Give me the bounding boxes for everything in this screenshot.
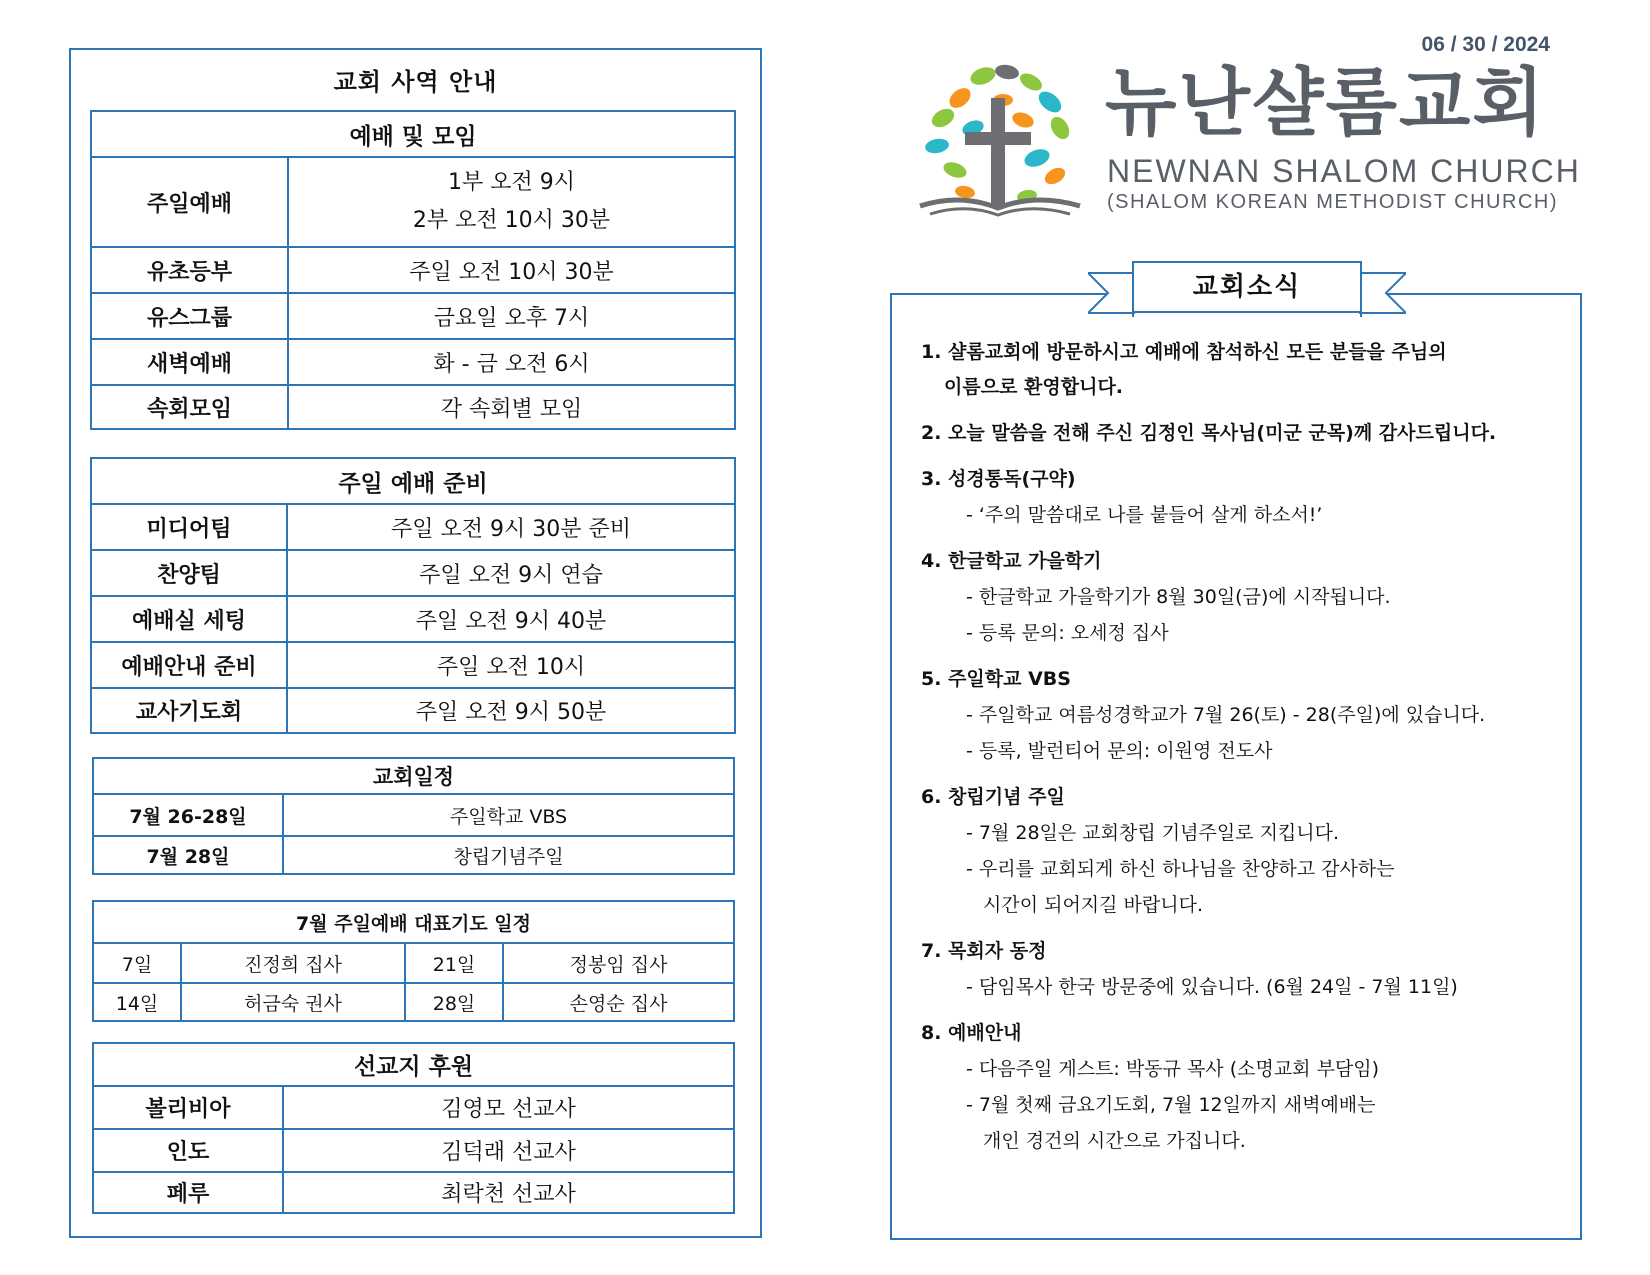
prayer-leader: 진정희 집사	[181, 943, 405, 983]
row-value: 김영모 선교사	[283, 1086, 734, 1129]
row-label: 미디어팀	[91, 504, 287, 550]
table-row	[91, 247, 735, 293]
prayer-table-header: 7월 주일예배 대표기도 일정	[93, 901, 734, 943]
tree-cross-bible-icon	[915, 58, 1085, 218]
news-item-line: 개인 경건의 시간으로 가집니다.	[983, 1130, 1246, 1152]
table-row	[91, 688, 735, 733]
news-item-line: - 등록 문의: 오세정 집사	[966, 622, 1169, 644]
news-item-line: - 주일학교 여름성경학교가 7월 26(토) - 28(주일)에 있습니다.	[966, 704, 1486, 726]
news-item-heading: 4. 한글학교 가을학기	[921, 550, 1102, 572]
row-value: 주일 오전 9시 50분	[287, 688, 735, 733]
row-value: 창립기념주일	[283, 836, 734, 874]
row-label: 7월 28일	[93, 836, 283, 874]
row-label: 7월 26-28일	[93, 794, 283, 836]
news-item	[921, 662, 1571, 769]
table-row	[91, 642, 735, 688]
table-row	[91, 157, 735, 247]
table-row	[93, 943, 734, 983]
news-item	[921, 462, 1571, 533]
row-value: 주일학교 VBS	[283, 794, 734, 836]
worship-table	[90, 110, 736, 430]
prep-table-header: 주일 예배 준비	[91, 458, 735, 504]
row-label: 유초등부	[91, 247, 288, 293]
table-row	[91, 293, 735, 339]
table-row	[91, 504, 735, 550]
row-label: 주일예배	[91, 157, 288, 247]
row-value: 화 - 금 오전 6시	[288, 339, 735, 385]
news-item-heading: 8. 예배안내	[921, 1022, 1022, 1044]
row-label: 인도	[93, 1129, 283, 1172]
prep-table	[90, 457, 736, 734]
prayer-leader: 허금숙 권사	[181, 983, 405, 1021]
schedule-table	[92, 757, 735, 875]
news-list	[921, 335, 1571, 1170]
news-item-heading: 2. 오늘 말씀을 전해 주신 김정인 목사님(미군 군목)께 감사드립니다.	[921, 422, 1497, 444]
table-row	[93, 983, 734, 1021]
mission-table	[92, 1042, 735, 1214]
prayer-leader: 손영순 집사	[503, 983, 734, 1021]
table-row	[93, 1129, 734, 1172]
news-item-heading: 7. 목회자 동정	[921, 940, 1047, 962]
prayer-date: 28일	[405, 983, 503, 1021]
row-value: 주일 오전 9시 30분 준비	[287, 504, 735, 550]
news-item-line: - 등록, 발런티어 문의: 이원영 전도사	[966, 740, 1273, 762]
ministry-title: 교회 사역 안내	[333, 68, 498, 96]
row-label: 예배안내 준비	[91, 642, 287, 688]
church-subtitle: (SHALOM KOREAN METHODIST CHURCH)	[1107, 191, 1558, 213]
row-label: 찬양팀	[91, 550, 287, 596]
news-item-line: 시간이 되어지길 바랍니다.	[983, 894, 1204, 916]
row-label: 유스그룹	[91, 293, 288, 339]
row-value: 최락천 선교사	[283, 1172, 734, 1213]
prayer-date: 21일	[405, 943, 503, 983]
prayer-date: 7일	[93, 943, 181, 983]
mission-table-header: 선교지 후원	[93, 1043, 734, 1086]
news-item-heading: 6. 창립기념 주일	[921, 786, 1065, 808]
row-value: 각 속회별 모임	[288, 385, 735, 429]
news-item	[921, 416, 1571, 451]
news-title: 교회소식	[1192, 272, 1302, 302]
prayer-leader: 정봉임 집사	[503, 943, 734, 983]
row-value: 주일 오전 9시 연습	[287, 550, 735, 596]
row-label: 볼리비아	[93, 1086, 283, 1129]
row-label: 새벽예배	[91, 339, 288, 385]
news-item-line: - 7월 28일은 교회창립 기념주일로 지킵니다.	[966, 822, 1340, 844]
news-item-line: - 다음주일 게스트: 박동규 목사 (소명교회 부담임)	[966, 1058, 1380, 1080]
row-label: 속회모임	[91, 385, 288, 429]
bulletin-date: 06 / 30 / 2024	[1421, 33, 1550, 56]
table-row	[91, 339, 735, 385]
schedule-table-header: 교회일정	[93, 758, 734, 794]
news-item-line: - 우리를 교회되게 하신 하나님을 찬양하고 감사하는	[966, 858, 1395, 880]
row-value: 금요일 오후 7시	[288, 293, 735, 339]
news-item-line: - 한글학교 가을학기가 8월 30일(금)에 시작됩니다.	[966, 586, 1391, 608]
news-item	[921, 544, 1571, 651]
news-item	[921, 780, 1571, 923]
news-item	[921, 335, 1571, 405]
news-item	[921, 1016, 1571, 1159]
church-name-korean: 뉴난샬롬교회	[1105, 60, 1546, 146]
table-row	[93, 1172, 734, 1213]
row-value: 주일 오전 10시 30분	[288, 247, 735, 293]
table-row	[93, 836, 734, 874]
table-row	[93, 794, 734, 836]
news-item-heading-continued: 이름으로 환영합니다.	[944, 376, 1124, 398]
table-row	[91, 385, 735, 429]
news-item-line: - 7월 첫째 금요기도회, 7월 12일까지 새벽예배는	[966, 1094, 1376, 1116]
news-item-heading: 5. 주일학교 VBS	[921, 668, 1071, 690]
row-label: 페루	[93, 1172, 283, 1213]
prayer-table	[92, 900, 735, 1022]
table-row	[91, 596, 735, 642]
news-item-line: - ‘주의 말씀대로 나를 붙들어 살게 하소서!’	[966, 504, 1323, 526]
row-value: 주일 오전 10시	[287, 642, 735, 688]
table-row	[91, 550, 735, 596]
ministry-panel	[69, 48, 762, 1238]
news-item	[921, 934, 1571, 1005]
service-1-time: 1부 오전 9시	[448, 170, 575, 195]
news-item-line: - 담임목사 한국 방문중에 있습니다. (6월 24일 - 7월 11일)	[966, 976, 1458, 998]
news-item-heading: 1. 샬롬교회에 방문하시고 예배에 참석하신 모든 분들을 주님의	[921, 341, 1447, 363]
row-value	[288, 157, 735, 247]
row-value: 주일 오전 9시 40분	[287, 596, 735, 642]
prayer-date: 14일	[93, 983, 181, 1021]
row-value: 김덕래 선교사	[283, 1129, 734, 1172]
church-name-english: NEWNAN SHALOM CHURCH	[1107, 153, 1581, 189]
service-2-time: 2부 오전 10시 30분	[412, 208, 611, 233]
news-item-heading: 3. 성경통독(구약)	[921, 468, 1076, 490]
worship-table-header: 예배 및 모임	[91, 111, 735, 157]
row-label: 예배실 세팅	[91, 596, 287, 642]
row-label: 교사기도회	[91, 688, 287, 733]
table-row	[93, 1086, 734, 1129]
